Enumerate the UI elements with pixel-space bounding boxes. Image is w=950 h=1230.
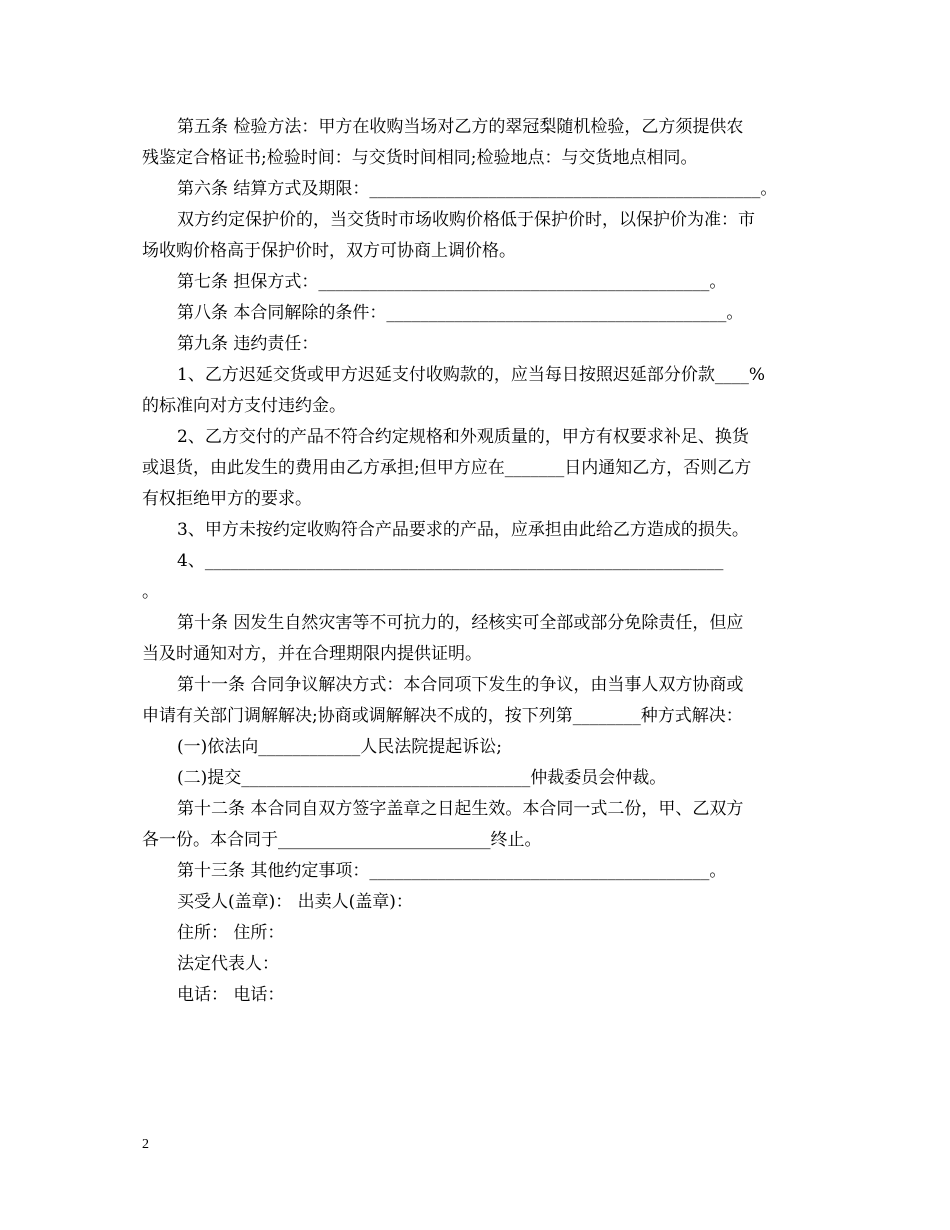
article-7: 第七条 担保方式：______________________________________________。 [177,272,727,292]
signature-legal-rep-line: 法定代表人： [177,954,279,974]
protection-price-line-2: 场收购价格高于保护价时，双方可协商上调价格。 [142,241,516,261]
signature-address-line: 住所： 住所： [177,923,285,943]
clause-2-line-2: 或退货，由此发生的费用由乙方承担;但甲方应在_______日内通知乙方，否则乙方 [142,458,752,478]
article-11-option-2: (二)提交__________________________________仲裁委员会仲裁。 [177,768,667,788]
clause-4-line-1: 4、_____________________________________________________________ [177,551,724,571]
article-5-line-1: 第五条 检验方法：甲方在收购当场对乙方的翠冠梨随机检验，乙方须提供农 [177,117,744,137]
article-12-line-2: 各一份。本合同于_________________________终止。 [142,830,542,850]
clause-1-line-1: 1、乙方迟延交货或甲方迟延支付收购款的，应当每日按照迟延部分价款____% [177,365,765,385]
article-11-line-1: 第十一条 合同争议解决方式：本合同项下发生的争议，由当事人双方协商或 [177,675,744,695]
clause-2-line-1: 2、乙方交付的产品不符合约定规格和外观质量的，甲方有权要求补足、换货 [177,427,749,447]
article-5-line-2: 残鉴定合格证书;检验时间：与交货时间相同;检验地点：与交货地点相同。 [142,148,698,168]
clause-1-line-2: 的标准向对方支付违约金。 [142,396,346,416]
clause-3: 3、甲方未按约定收购符合产品要求的产品，应承担由此给乙方造成的损失。 [177,520,749,540]
article-11-option-1: (一)依法向____________人民法院提起诉讼; [177,737,502,757]
article-6: 第六条 结算方式及期限：______________________________________________。 [177,179,778,199]
clause-2-line-3: 有权拒绝甲方的要求。 [142,489,312,509]
article-8: 第八条 本合同解除的条件：________________________________________。 [177,303,744,323]
article-10-line-2: 当及时通知对方，并在合理期限内提供证明。 [142,644,482,664]
article-9: 第九条 违约责任： [177,334,319,354]
signature-party-line: 买受人(盖章)： 出卖人(盖章)： [177,892,413,912]
protection-price-line-1: 双方约定保护价的，当交货时市场收购价格低于保护价时，以保护价为准：市 [177,210,755,230]
clause-4-line-2: 。 [142,582,159,602]
page-number: 2 [142,1137,149,1152]
article-11-line-2: 申请有关部门调解解决;协商或调解解决不成的，按下列第________种方式解决： [142,706,743,726]
article-12-line-1: 第十二条 本合同自双方签字盖章之日起生效。本合同一式二份，甲、乙双方 [177,799,744,819]
signature-phone-line: 电话： 电话： [177,985,285,1005]
article-10-line-1: 第十条 因发生自然灾害等不可抗力的，经核实可全部或部分免除责任，但应 [177,613,744,633]
article-13: 第十三条 其他约定事项：________________________________________。 [177,861,727,881]
contract-page [142,112,814,1011]
